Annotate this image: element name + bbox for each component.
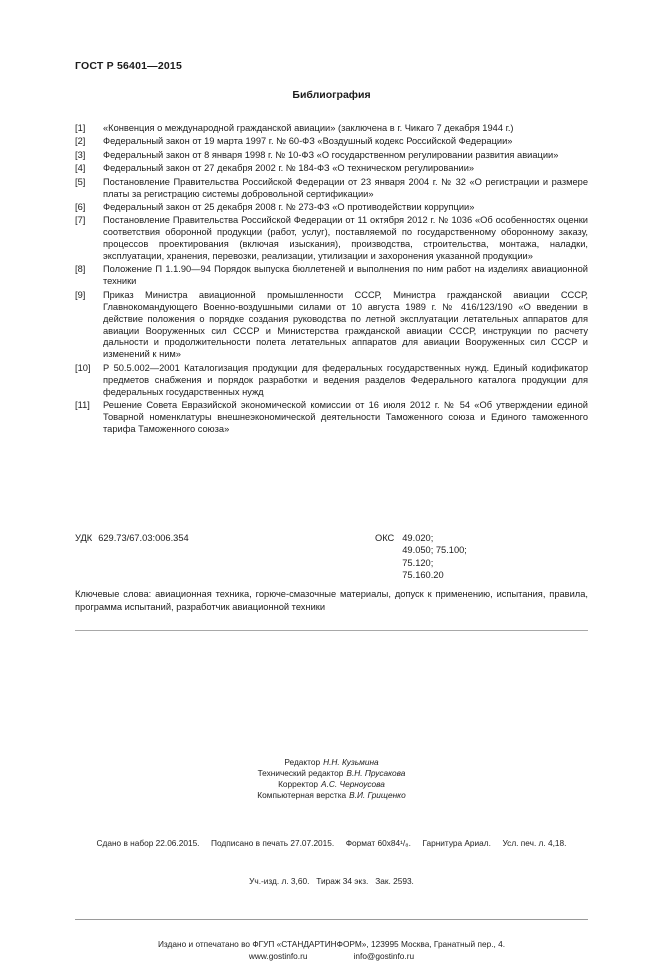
udk-code xyxy=(75,532,375,582)
bibliography-entry xyxy=(75,177,588,201)
keywords-paragraph: Ключевые слова: авиационная техника, горюче-смазочные материалы, допуск к применению, испытания, правила, программа испытаний, разработчик авиационной техники xyxy=(75,589,588,613)
oks-label: ОКС xyxy=(375,532,395,543)
staff-line xyxy=(75,757,588,768)
bibliography-entry-text: Федеральный закон от 19 марта 1997 г. № 60-ФЗ «Воздушный кодекс Российской Федерации» xyxy=(103,136,513,147)
oks-values xyxy=(402,532,467,582)
staff-name: В.И. Грищенко xyxy=(349,790,406,801)
publisher-block xyxy=(75,939,588,962)
bibliography-entry xyxy=(75,202,588,214)
bibliography-entry xyxy=(75,150,588,162)
staff-name: А.С. Черноусова xyxy=(321,779,385,790)
staff-role: Компьютерная верстка xyxy=(257,790,347,801)
oks-value-line: 75.160.20 xyxy=(402,570,444,581)
bibliography-entry-text: Решение Совета Евразийской экономической комиссии от 16 июля 2012 г. № 54 «Об утверждении единой Товарной номенклатуры внешнеэкономической деятельности Таможенного союза и Единого таможенного тарифа Таможенного союза» xyxy=(103,399,588,434)
bibliography-entry xyxy=(75,123,588,135)
bibliography-entry-number: [8] xyxy=(75,264,86,275)
horizontal-rule-bottom xyxy=(75,919,588,920)
bibliography-entry-text: Постановление Правительства Российской Федерации от 11 октября 2012 г. № 1036 «Об особенностях оценки соответствия оборонной продукции (работ, услуг), поставляемой по государственному оборонному заказу, процессов проектирования (включая изыскания), производства, строительства, монтажа, наладки, эксплуатации, хранения, перевозки, реализации, утилизации и захоронения указанной продукции» xyxy=(103,215,588,262)
oks-value-line: 49.020; xyxy=(402,532,434,543)
horizontal-rule-top xyxy=(75,630,588,631)
bibliography-entry xyxy=(75,264,588,288)
bibliography-entry-number: [11] xyxy=(75,399,90,410)
bibliography-entry-number: [1] xyxy=(75,123,86,133)
bibliography-entry-text: Р 50.5.002—2001 Каталогизация продукции для федеральных государственных нужд. Единый кодификатор предметов снабжения и порядок разработки и ведения разделов Федерального каталога продукции для федеральных государственных нужд xyxy=(103,362,588,397)
bibliography-entry-text: Положение П 1.1.90—94 Порядок выпуска бюллетеней и выполнения по ним работ на изделиях авиационной техники xyxy=(103,264,588,287)
staff-name: В.Н. Прусакова xyxy=(346,768,406,779)
bibliography-list xyxy=(75,123,588,436)
publisher-line: Издано и отпечатано во ФГУП «СТАНДАРТИНФОРМ», 123995 Москва, Гранатный пер., 4. xyxy=(157,939,506,950)
bibliography-entry-text: «Конвенция о международной гражданской авиации» (заключена в г. Чикаго 7 декабря 1944 г.) xyxy=(103,123,514,133)
bibliography-entry-text: Приказ Министра авиационной промышленности СССР, Министра гражданской авиации СССР, Главнокомандующего Военно-воздушными силами от 10 августа 1989 г. № 416/123/190 «О введении в действие положения о порядке создания руководства по летной эксплуатации летательных аппаратов для авиации Вооруженных сил СССР и Министерства гражданской авиации СССР, инструкции по расчету дальности и продолжительности полета летательных аппаратов для авиации Вооруженных сил СССР и изменений к ним» xyxy=(103,289,588,360)
classification-codes xyxy=(75,532,588,582)
publisher-contacts: www.gostinfo.ru info@gostinfo.ru xyxy=(248,950,415,961)
bibliography-entry-number: [3] xyxy=(75,149,86,160)
bibliography-entry-number: [10] xyxy=(75,362,91,373)
udk-label: УДК xyxy=(75,532,93,543)
oks-value-line: 75.120; xyxy=(402,557,434,568)
bibliography-entry-number: [2] xyxy=(75,136,86,147)
staff-line xyxy=(75,779,588,790)
print-info-block xyxy=(75,812,588,912)
staff-role: Корректор xyxy=(278,779,319,790)
bibliography-entry xyxy=(75,136,588,148)
staff-line xyxy=(75,790,588,801)
bibliography-entry-number: [7] xyxy=(75,215,86,226)
staff-line xyxy=(75,768,588,779)
staff-role: Редактор xyxy=(284,757,321,768)
bibliography-entry xyxy=(75,215,588,263)
document-number: ГОСТ Р 56401—2015 xyxy=(75,60,183,72)
staff-name: Н.Н. Кузьмина xyxy=(323,757,379,768)
colophon-staff-block xyxy=(75,757,588,801)
bibliography-entry-number: [5] xyxy=(75,176,86,187)
bibliography-entry-number: [4] xyxy=(75,163,86,174)
oks-code xyxy=(375,532,467,582)
bibliography-entry xyxy=(75,163,588,175)
oks-value-line: 49.050; 75.100; xyxy=(402,545,467,556)
bibliography-entry xyxy=(75,363,588,399)
print-info-line: Уч.-изд. л. 3,60. Тираж 34 экз. Зак. 2593. xyxy=(249,875,414,886)
staff-role: Технический редактор xyxy=(257,768,344,779)
bibliography-entry xyxy=(75,400,588,436)
print-info-line: Сдано в набор 22.06.2015. Подписано в печать 27.07.2015. Формат 60х84¹/₈. Гарнитура Ариал. Усл. печ. л. 4,18. xyxy=(96,838,567,849)
bibliography-entry-number: [6] xyxy=(75,201,86,212)
section-title: Библиография xyxy=(292,89,371,101)
udk-value: 629.73/67.03:006.354 xyxy=(98,532,189,543)
bibliography-entry-text: Постановление Правительства Российской Федерации от 23 января 2004 г. № 32 «О регистрации и размере платы за регистрацию системы добровольной сертификации» xyxy=(103,176,588,199)
bibliography-entry-text: Федеральный закон от 8 января 1998 г. № 10-ФЗ «О государственном регулировании развития авиации» xyxy=(103,149,559,160)
bibliography-entry-number: [9] xyxy=(75,289,86,300)
bibliography-entry xyxy=(75,290,588,361)
bibliography-entry-text: Федеральный закон от 27 декабря 2002 г. № 184-ФЗ «О техническом регулировании» xyxy=(103,163,475,174)
bibliography-entry-text: Федеральный закон от 25 декабря 2008 г. № 273-ФЗ «О противодействии коррупции» xyxy=(103,201,475,212)
